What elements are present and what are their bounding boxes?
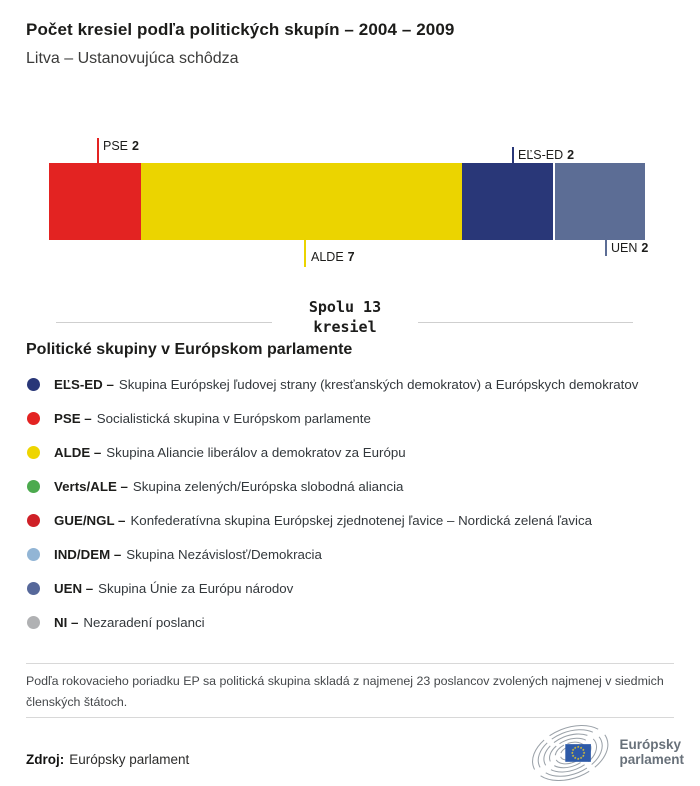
legend-item-uen <box>26 571 686 605</box>
star-icon: ★ <box>570 750 574 755</box>
star-icon: ★ <box>582 750 586 755</box>
legend-desc: Skupina Únie za Európu národov <box>98 580 294 596</box>
legend-abbr: PSE – <box>54 410 92 426</box>
footer-divider-top <box>26 663 674 664</box>
legend-item-alde <box>26 435 686 469</box>
bar-segment-pse <box>49 163 141 240</box>
callout-tick-pse <box>97 138 99 163</box>
legend-abbr: NI – <box>54 614 79 630</box>
legend-color-dot <box>27 412 40 425</box>
callout-tick-uen <box>605 240 607 256</box>
star-icon: ★ <box>581 753 585 758</box>
seat-count: 2 <box>641 241 649 255</box>
legend-item-verts-ale <box>26 469 686 503</box>
legend-abbr: GUE/NGL – <box>54 512 126 528</box>
legend-desc: Socialistická skupina v Európskom parlamente <box>96 410 371 426</box>
total-seats-label <box>272 297 418 337</box>
seat-count: 2 <box>567 148 575 162</box>
legend-desc: Skupina Aliancie liberálov a demokratov za Európu <box>106 444 406 460</box>
bar-segment-alde <box>141 163 462 240</box>
legend-color-dot <box>27 582 40 595</box>
legend-item-pse <box>26 401 686 435</box>
legend-color-dot <box>27 548 40 561</box>
star-icon: ★ <box>576 756 580 761</box>
star-icon: ★ <box>579 745 583 750</box>
seat-count: 2 <box>132 139 139 153</box>
ep-logo-graphic <box>524 723 614 781</box>
legend-item-gue-ngl <box>26 503 686 537</box>
star-icon: ★ <box>571 753 575 758</box>
legend-heading: Politické skupiny v Európskom parlamente <box>26 341 353 358</box>
legend-desc: Skupina Nezávislosť/Demokracia <box>126 546 322 562</box>
page-title: Počet kresiel podľa politických skupín – 2004 – 2009 <box>26 20 455 39</box>
source-label: Zdroj: <box>26 752 65 767</box>
legend-abbr: EĽS-ED – <box>54 376 114 392</box>
legend-abbr: ALDE – <box>54 444 102 460</box>
callout-label-pse <box>103 139 139 153</box>
logo-text-line2: parlament <box>619 752 684 767</box>
callout-label-els-ed <box>518 148 574 162</box>
footnote: Podľa rokovacieho poriadku EP sa politická skupina skladá z najmenej 23 poslancov zvolených najmenej v siedmich členských štátoch. <box>26 674 664 709</box>
star-icon: ★ <box>579 756 583 761</box>
legend-color-dot <box>27 480 40 493</box>
legend-item-els-ed <box>26 367 686 401</box>
source-line <box>26 752 189 767</box>
group-name: EĽS-ED <box>518 148 564 162</box>
legend-item-ni <box>26 605 686 639</box>
legend-abbr: IND/DEM – <box>54 546 122 562</box>
callout-label-alde <box>311 250 355 264</box>
group-name: ALDE <box>311 250 344 264</box>
legend-color-dot <box>27 378 40 391</box>
callout-label-uen <box>611 241 648 255</box>
total-line-2: kresiel <box>313 318 377 336</box>
legend-color-dot <box>27 446 40 459</box>
group-name: UEN <box>611 241 638 255</box>
stacked-bar <box>49 163 645 240</box>
ep-logo <box>524 723 684 781</box>
footer-divider-bottom <box>26 717 674 718</box>
logo-text-line1: Európsky <box>619 736 681 752</box>
seat-count: 7 <box>347 250 355 264</box>
star-icon: ★ <box>573 756 577 761</box>
star-icon: ★ <box>571 748 575 753</box>
legend-item-ind-dem <box>26 537 686 571</box>
legend-abbr: UEN – <box>54 580 94 596</box>
legend-desc: Skupina zelených/Európska slobodná aliancia <box>132 478 404 494</box>
star-icon: ★ <box>576 745 580 750</box>
callout-tick-els-ed <box>512 147 514 163</box>
star-icon: ★ <box>573 745 577 750</box>
total-divider-right <box>418 322 633 323</box>
bar-segment-uen <box>553 163 645 240</box>
bar-segment-els-ed <box>462 163 554 240</box>
page-subtitle: Litva – Ustanovujúca schôdza <box>26 50 239 67</box>
legend-color-dot <box>27 616 40 629</box>
legend-desc: Skupina Európskej ľudovej strany (kresťanských demokratov) a Európskych demokratov <box>118 376 639 392</box>
legend <box>26 367 686 639</box>
source-value: Európsky parlament <box>69 752 190 767</box>
callout-tick-alde <box>304 240 306 267</box>
group-name: PSE <box>103 139 129 153</box>
star-icon: ★ <box>581 748 585 753</box>
legend-color-dot <box>27 514 40 527</box>
ep-logo-wordmark <box>619 737 684 768</box>
legend-desc: Nezaradení poslanci <box>83 614 205 630</box>
total-line-1: Spolu 13 <box>308 298 382 316</box>
legend-abbr: Verts/ALE – <box>54 478 128 494</box>
total-divider-left <box>56 322 272 323</box>
legend-desc: Konfederatívna skupina Európskej zjednotenej ľavice – Nordická zelená ľavica <box>130 512 593 528</box>
